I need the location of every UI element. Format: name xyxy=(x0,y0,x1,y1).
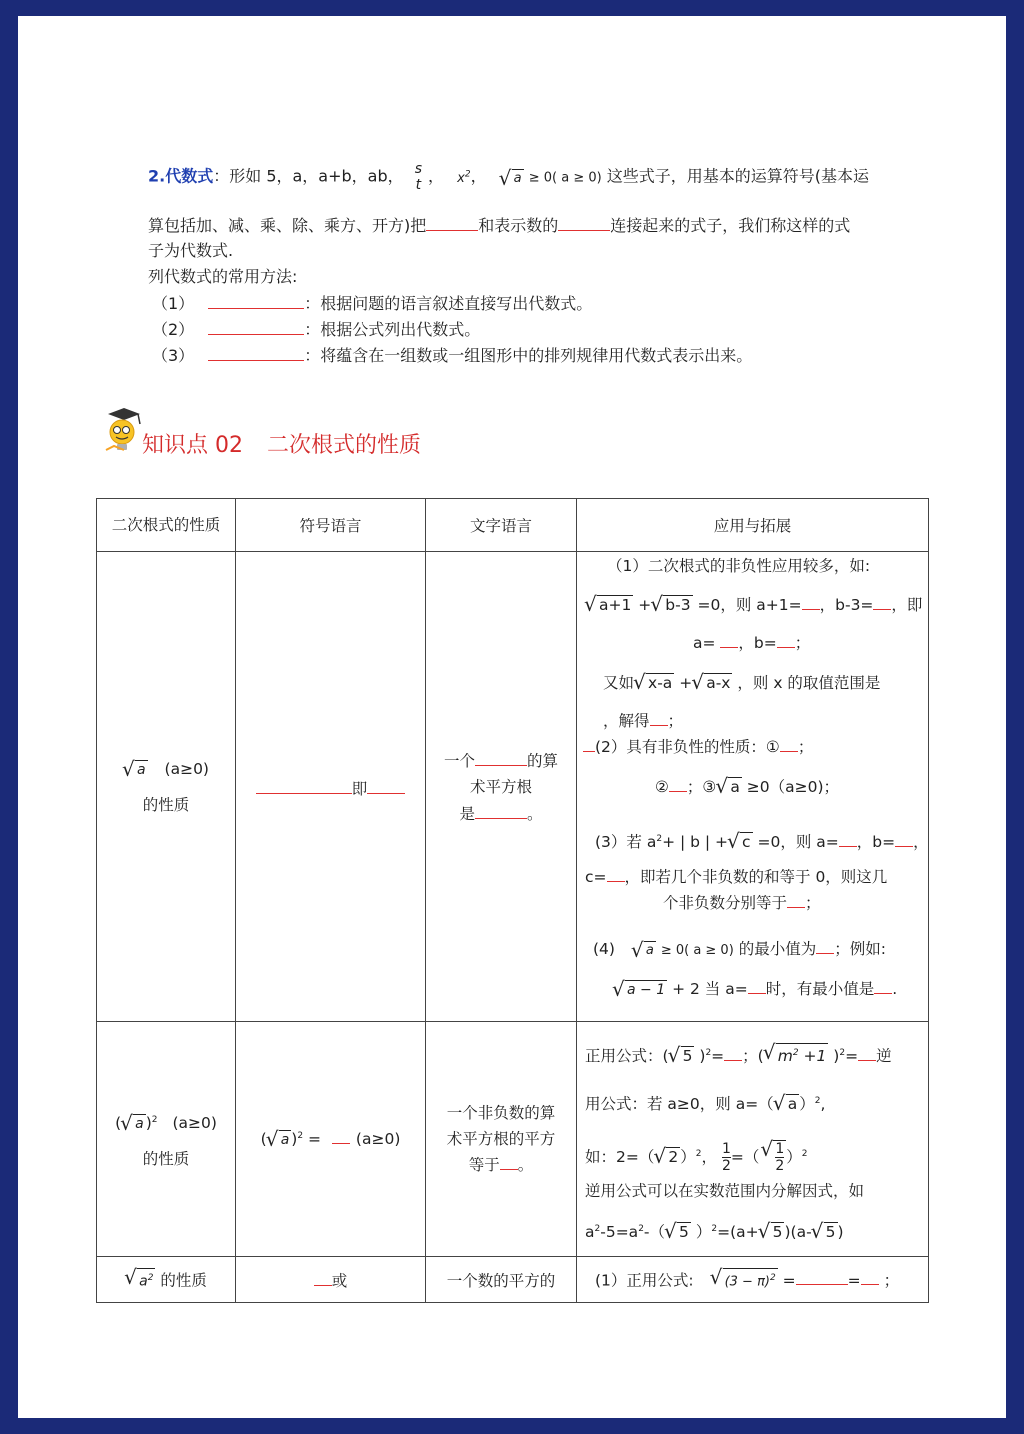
app2-l3-a: 如：2=（ xyxy=(585,1148,655,1166)
sqrt-a: √ a xyxy=(512,169,524,188)
app1-l2-b: ，b-3= xyxy=(819,596,874,614)
app1-l6-end: ； xyxy=(797,738,814,756)
section-name: 二次根式的性质 xyxy=(267,433,422,458)
method-num: （2） xyxy=(152,320,195,339)
sqrt-a-minus-x: √ a-x xyxy=(704,673,732,692)
app1-l2-c: ，即 xyxy=(891,596,923,614)
sqrt-a-squared: (√ a )$^2$ xyxy=(115,1114,157,1132)
row2-eq: = xyxy=(303,1129,326,1148)
row3-symbol xyxy=(236,1257,426,1303)
blank[interactable] xyxy=(861,1284,879,1285)
sqrt-a-symbol: √ a xyxy=(135,760,148,779)
app2-l2-a: 用公式：若 a≥0，则 a=（ xyxy=(585,1095,774,1114)
app1-line-12 xyxy=(613,978,897,1000)
app2-line-4: 逆用公式可以在实数范围内分解因式，如 xyxy=(585,1182,865,1200)
app1-l11-c: ；例如: xyxy=(834,940,886,958)
method-text: ：将蕴含在一组数或一组图形中的排列规律用代数式表示出来。 xyxy=(304,346,753,365)
method-item-1 xyxy=(152,290,592,317)
sqrt-5: √ 5 xyxy=(771,1222,785,1241)
header-application: 应用与拓展 xyxy=(577,499,929,552)
app2-l3-e: ） xyxy=(786,1148,802,1166)
app2-l1-d: ；( xyxy=(742,1047,764,1066)
method-num: （1） xyxy=(152,294,195,313)
row3-app-b: = xyxy=(782,1271,796,1290)
app2-l1-f: = xyxy=(845,1047,859,1066)
definition-heading: 2.代数式 xyxy=(148,166,214,186)
app2-line-1: 正用公式：(√ 5 )$^2$= ；(√ $m^2 +1$ )$^2$= 逆 xyxy=(585,1042,892,1067)
row3-app-d: ； xyxy=(883,1271,900,1290)
app1-l7-c: ≥0（a≥0)； xyxy=(746,778,839,796)
app1-l12-a: + 2 当 a= xyxy=(672,980,748,998)
row2-text-d: 。 xyxy=(517,1156,534,1174)
app1-line-4: 又如√ x-a +√ a-x ，则 x 的取值范围是 xyxy=(603,672,880,694)
row1-symbol-blank-2[interactable] xyxy=(367,775,405,794)
sqrt-a-squared: (√ a )$^2$ xyxy=(261,1130,303,1148)
row2-property xyxy=(97,1022,236,1257)
table-row xyxy=(97,1022,929,1257)
row1-symbol-blank-1[interactable] xyxy=(256,775,352,794)
app1-l8-a: (3）若 a xyxy=(595,833,657,852)
row2-text-blank[interactable] xyxy=(500,1169,518,1170)
header-property: 二次根式的性质 xyxy=(97,499,236,552)
app1-line-10 xyxy=(663,892,821,914)
app2-l5-d: ） xyxy=(695,1223,712,1242)
method-text: ：根据问题的语言叙述直接写出代数式。 xyxy=(304,294,593,313)
app1-l9-a: c= xyxy=(585,868,607,886)
row1-application xyxy=(577,552,929,1022)
row1-symbol xyxy=(236,552,426,1022)
definition-lead: 形如 5，a，a+b，ab， xyxy=(229,166,404,186)
method-num: （3） xyxy=(152,346,195,365)
header-text: 文字语言 xyxy=(426,499,577,552)
row3-prop-label: 的性质 xyxy=(160,1271,207,1290)
app2-l3-b: ） xyxy=(680,1148,696,1166)
blank[interactable] xyxy=(748,993,766,994)
sqrt-2: √ 2 xyxy=(666,1147,680,1166)
blank[interactable] xyxy=(816,953,834,954)
app1-l8-b: + | b | + xyxy=(662,833,729,852)
row1-property xyxy=(97,552,236,1022)
row2-prop-label: 的性质 xyxy=(142,1149,190,1168)
app1-line-6 xyxy=(583,736,813,758)
blank[interactable] xyxy=(780,751,798,752)
line2-part-c: 连接起来的式子，我们称这样的式 xyxy=(610,216,851,235)
sqrt-m2-plus-1: √ $m^2 +1$ xyxy=(776,1043,829,1065)
app1-l7-a: ② xyxy=(655,778,669,796)
blank[interactable] xyxy=(650,725,668,726)
app1-l8-c: =0，则 a= xyxy=(757,833,839,852)
app1-l3-b: ，b= xyxy=(738,634,777,652)
app2-l5-e: =(a+ xyxy=(717,1223,759,1242)
app1-l8-e: ， xyxy=(913,833,929,852)
app1-l4-b: ，则 x 的取值范围是 xyxy=(737,674,881,692)
method-item-2 xyxy=(152,316,480,343)
row1-text-blank-1[interactable] xyxy=(475,747,527,766)
sqrt-a: √ a xyxy=(644,941,656,960)
row2-text xyxy=(426,1022,577,1257)
app1-l11-b: 的最小值为 xyxy=(738,940,817,958)
sqrt-3-minus-pi-sq: √ $(3 - \pi)^2$ xyxy=(723,1268,778,1291)
sqrt-a: √ a xyxy=(786,1094,800,1113)
row2-application xyxy=(577,1022,929,1257)
sqrt-x-minus-a: √ x-a xyxy=(646,673,674,692)
app1-line-8: (3）若 $a^2+$ | b | +√ c =0，则 a= ，b= ， xyxy=(595,828,929,853)
row2-prop-cond: (a≥0) xyxy=(172,1113,217,1132)
app2-line-3: 如：2=（√ 2 ）$^2$， $\frac{1}{2}$ =（ √ $\frac{1}{2}$ ）$^2$ xyxy=(585,1140,808,1174)
method-blank-1[interactable] xyxy=(208,290,304,309)
row3-symbol-or: 或 xyxy=(331,1271,348,1290)
app1-line-7 xyxy=(655,776,839,798)
properties-table xyxy=(96,498,929,1303)
line2-part-b: 和表示数的 xyxy=(478,216,559,235)
app1-l4-a: 又如 xyxy=(603,674,635,692)
definition-line-2 xyxy=(148,212,850,239)
app2-l2-c: , xyxy=(820,1095,826,1114)
row1-text-d: 是 xyxy=(459,804,475,823)
blank[interactable] xyxy=(669,791,687,792)
row1-text-c: 术平方根 xyxy=(469,777,532,796)
app2-l5-g: ) xyxy=(837,1223,844,1242)
row1-prop-label: 的性质 xyxy=(142,795,190,814)
row2-symbol-cond: (a≥0) xyxy=(355,1129,401,1148)
definition-line-3: 子为代数式. xyxy=(148,241,234,260)
app1-l6: (2）具有非负性的性质：① xyxy=(595,738,780,756)
line2-part-a: 算包括加、减、乘、除、乘方、开方)把 xyxy=(148,216,427,235)
app1-l3-c: ； xyxy=(794,634,811,652)
blank[interactable] xyxy=(724,1060,742,1061)
sqrt-condition: ≥ 0( a ≥ 0) xyxy=(528,170,602,186)
document-page xyxy=(18,16,1006,1418)
app1-l10-a: 个非负数分别等于 xyxy=(663,894,788,912)
app2-l3-c: ， xyxy=(701,1148,717,1166)
app2-l1-a: 正用公式：( xyxy=(585,1047,669,1066)
heading-colon: ： xyxy=(213,166,230,186)
blank[interactable] xyxy=(787,907,805,908)
sqrt-one-half: √ $\frac{1}{2}$ xyxy=(773,1140,786,1174)
definition-tail: 这些式子，用基本的运算符号(基本运 xyxy=(606,166,870,186)
app2-line-2: 用公式：若 a≥0，则 a=（√ a ）$^2$, xyxy=(585,1090,825,1115)
app2-l1-c: = xyxy=(711,1047,725,1066)
fraction-one-half xyxy=(722,1141,731,1174)
app1-line-2: √ a+1 +√ b-3 =0，则 a+1= ，b-3= ，即 xyxy=(585,594,922,616)
app1-l2-mid: =0，则 a+1= xyxy=(697,596,802,614)
frac-den: 2 xyxy=(721,1158,731,1174)
frac-num: s xyxy=(414,161,423,177)
app2-l5-b: -5=a xyxy=(600,1223,639,1242)
row1-text-a: 一个 xyxy=(443,751,475,770)
app2-l1-b: ) xyxy=(699,1047,706,1066)
method-item-3 xyxy=(152,342,752,369)
row1-text-e: 。 xyxy=(527,804,543,823)
frac-num: 1 xyxy=(721,1141,731,1157)
app1-l5-b: ； xyxy=(667,712,684,730)
sqrt-a: √ a xyxy=(728,777,742,796)
app1-line-11 xyxy=(593,938,886,962)
blank[interactable] xyxy=(777,647,795,648)
fraction-s-over-t xyxy=(415,161,422,193)
table-row xyxy=(97,1257,929,1303)
row3-app-a: (1）正用公式: xyxy=(595,1271,694,1290)
table-header-row xyxy=(97,499,929,552)
app1-line-3 xyxy=(693,632,810,654)
row3-property xyxy=(97,1257,236,1303)
app1-l7-b: ；③ xyxy=(686,778,717,796)
sqrt-a-plus-1: √ a+1 xyxy=(597,595,633,614)
row2-symbol xyxy=(236,1022,426,1257)
frac-den: t xyxy=(415,177,422,193)
blank[interactable] xyxy=(583,751,595,752)
blank[interactable] xyxy=(839,846,857,847)
row3-text: 一个数的平方的 xyxy=(426,1257,577,1303)
sqrt-a-sq: √ $a^2$ xyxy=(137,1268,155,1291)
app1-l8-d: ，b= xyxy=(856,833,896,852)
app1-l5-a: ，解得 xyxy=(603,712,650,730)
sqrt-5: √ 5 xyxy=(677,1222,691,1241)
row1-prop-cond: (a≥0) xyxy=(164,759,209,778)
app2-l5-f: )(a- xyxy=(784,1223,812,1242)
blank[interactable] xyxy=(607,881,625,882)
row2-text-b: 术平方根的平方 xyxy=(446,1130,556,1148)
blank[interactable] xyxy=(802,609,820,610)
app2-l1-g: 逆 xyxy=(876,1047,892,1066)
row3-application xyxy=(577,1257,929,1303)
app1-l11-a: (4) xyxy=(593,940,615,958)
app1-line-5 xyxy=(603,710,683,732)
app2-l5-a: a xyxy=(585,1223,595,1242)
app1-l9-b: ，即若几个非负数的和等于 0，则这几 xyxy=(624,868,888,886)
blank-2[interactable] xyxy=(558,212,610,231)
row1-text xyxy=(426,552,577,1022)
row2-text-c: 等于 xyxy=(468,1156,500,1174)
blank[interactable] xyxy=(720,647,738,648)
section-title xyxy=(142,428,421,459)
x-var: x xyxy=(457,170,465,186)
blank-1[interactable] xyxy=(426,212,478,231)
app1-l3-a: a= xyxy=(693,634,721,652)
section-number: 知识点 02 xyxy=(142,433,243,458)
app2-l1-e: ) xyxy=(833,1047,840,1066)
header-symbol: 符号语言 xyxy=(236,499,426,552)
app1-l10-b: ； xyxy=(805,894,821,912)
app2-l5-c: -（ xyxy=(643,1223,666,1242)
row1-text-b: 的算 xyxy=(527,751,559,770)
app1-l12-b: 时，有最小值是 xyxy=(765,980,875,998)
blank[interactable] xyxy=(874,993,892,994)
table-row xyxy=(97,552,929,1022)
app1-line-9 xyxy=(585,866,887,888)
app1-l11-cond: ≥ 0( a ≥ 0) xyxy=(660,943,734,958)
app1-l12-c: . xyxy=(892,980,898,998)
app2-l2-b: ） xyxy=(799,1095,815,1114)
row1-symbol-ji: 即 xyxy=(351,779,368,798)
blank[interactable] xyxy=(796,1284,848,1285)
row3-app-c: = xyxy=(847,1271,861,1290)
sqrt-5: √ 5 xyxy=(681,1046,695,1065)
definition-line-1: 2.代数式：形如 5，a，a+b，ab， s t ， $x^2$， √ a ≥ 0( a ≥ 0) 这些式子，用基本的运算符号(基本运 xyxy=(148,161,869,193)
method-blank-2[interactable] xyxy=(208,316,304,335)
blank[interactable] xyxy=(858,1060,876,1061)
sqrt-c: √ c xyxy=(740,832,753,851)
app1-line-1: （1）二次根式的非负性应用较多，如: xyxy=(607,557,871,575)
row2-text-a: 一个非负数的算 xyxy=(446,1104,556,1122)
row3-symbol-blank[interactable] xyxy=(314,1285,332,1286)
row2-symbol-blank[interactable] xyxy=(332,1143,350,1144)
app2-line-5: $a^2-5=a^2-(√$ 5 ）$^2$=(a+√ 5 )(a-√ 5 ) xyxy=(585,1218,844,1243)
sqrt-5: √ 5 xyxy=(824,1222,838,1241)
sqrt-b-minus-3: √ b-3 xyxy=(663,595,692,614)
row1-text-blank-2[interactable] xyxy=(475,800,527,819)
method-text: ：根据公式列出代数式。 xyxy=(304,320,481,339)
blank[interactable] xyxy=(873,609,891,610)
blank[interactable] xyxy=(895,846,913,847)
sqrt-a-minus-1: √ a − 1 xyxy=(625,980,667,999)
mascot-lightbulb-icon xyxy=(104,406,144,454)
x-squared: $x^2$ xyxy=(457,169,471,186)
app2-l3-d: =（ xyxy=(730,1148,760,1166)
method-blank-3[interactable] xyxy=(208,342,304,361)
methods-title: 列代数式的常用方法: xyxy=(148,267,298,286)
